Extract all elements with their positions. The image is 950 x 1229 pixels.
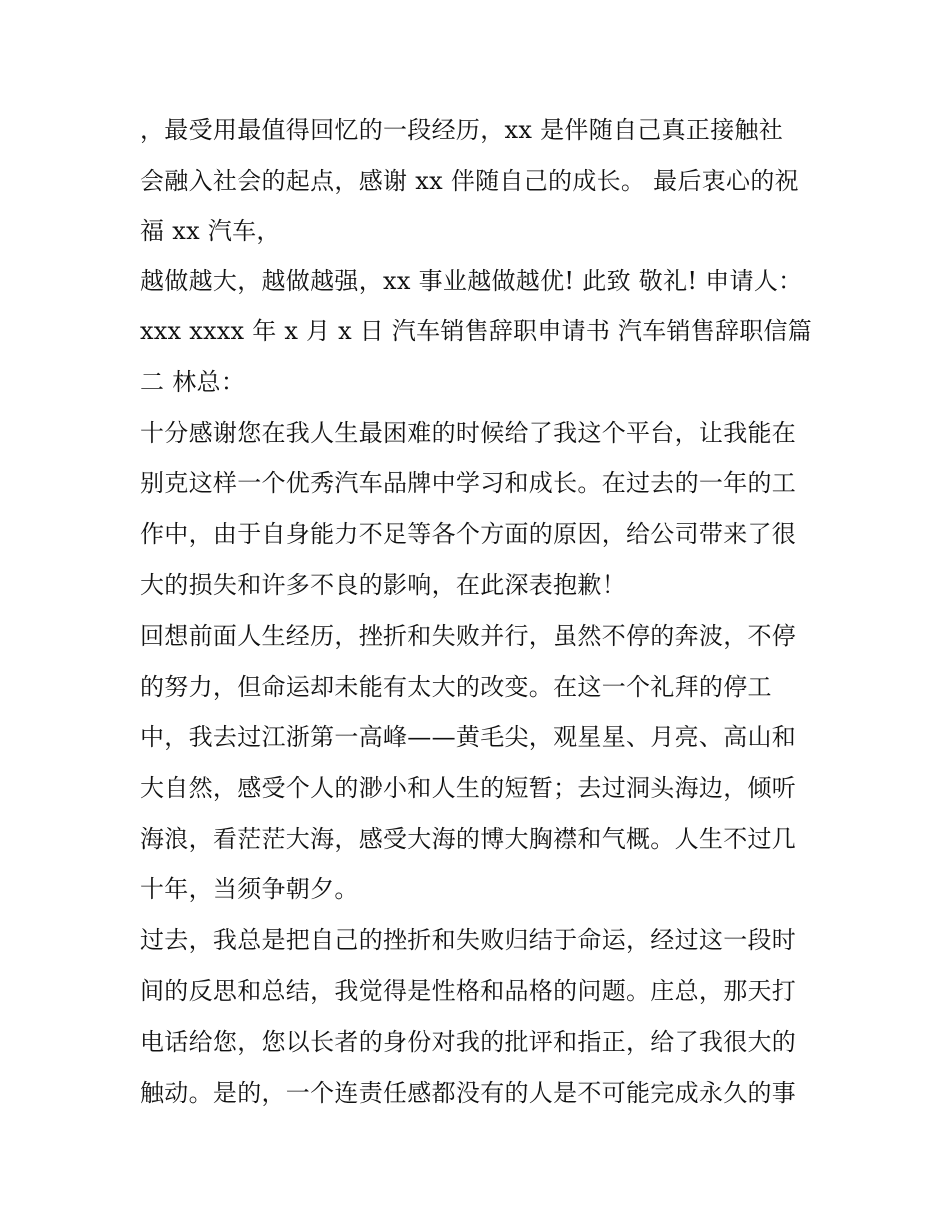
text-line: xxx xxxx 年 x 月 x 日 汽车销售辞职申请书 汽车销售辞职信篇: [140, 317, 812, 345]
text-line: 电话给您，您以长者的身份对我的批评和指正，给了我很大的: [140, 1028, 797, 1056]
text-line: 中，我去过江浙第一高峰——黄毛尖，观星星、月亮、高山和: [140, 723, 797, 751]
text-line: 作中，由于自身能力不足等各个方面的原因，给公司带来了很: [140, 520, 797, 548]
text-line: 间的反思和总结，我觉得是性格和品格的问题。庄总，那天打: [140, 977, 797, 1005]
text-line: 回想前面人生经历，挫折和失败并行，虽然不停的奔波，不停: [140, 622, 797, 650]
text-line: 的努力，但命运却未能有太大的改变。在这一个礼拜的停工: [140, 673, 772, 701]
text-line: 福 xx 汽车，: [140, 217, 281, 245]
text-line: 二 林总：: [140, 368, 246, 396]
text-line: 过去，我总是把自己的挫折和失败归结于命运，经过这一段时: [140, 926, 797, 954]
text-line: 大的损失和许多不良的影响，在此深表抱歉！: [140, 571, 626, 599]
text-line: 大自然，感受个人的渺小和人生的短暂；去过洞头海边，倾听: [140, 774, 797, 802]
text-line: 海浪，看茫茫大海，感受大海的博大胸襟和气概。人生不过几: [140, 825, 797, 853]
text-line: ，最受用最值得回忆的一段经历，xx 是伴随自己真正接触社: [140, 116, 784, 144]
text-line: 十分感谢您在我人生最困难的时候给了我这个平台，让我能在: [140, 419, 797, 447]
text-line: 触动。是的，一个连责任感都没有的人是不可能完成永久的事: [140, 1079, 797, 1107]
text-line: 越做越大，越做越强，xx 事业越做越优! 此致 敬礼! 申请人：: [140, 267, 803, 295]
text-line: 会融入社会的起点，感谢 xx 伴随自己的成长。 最后衷心的祝: [140, 167, 799, 195]
text-line: 别克这样一个优秀汽车品牌中学习和成长。在过去的一年的工: [140, 469, 797, 497]
text-line: 十年，当须争朝夕。: [140, 875, 359, 903]
